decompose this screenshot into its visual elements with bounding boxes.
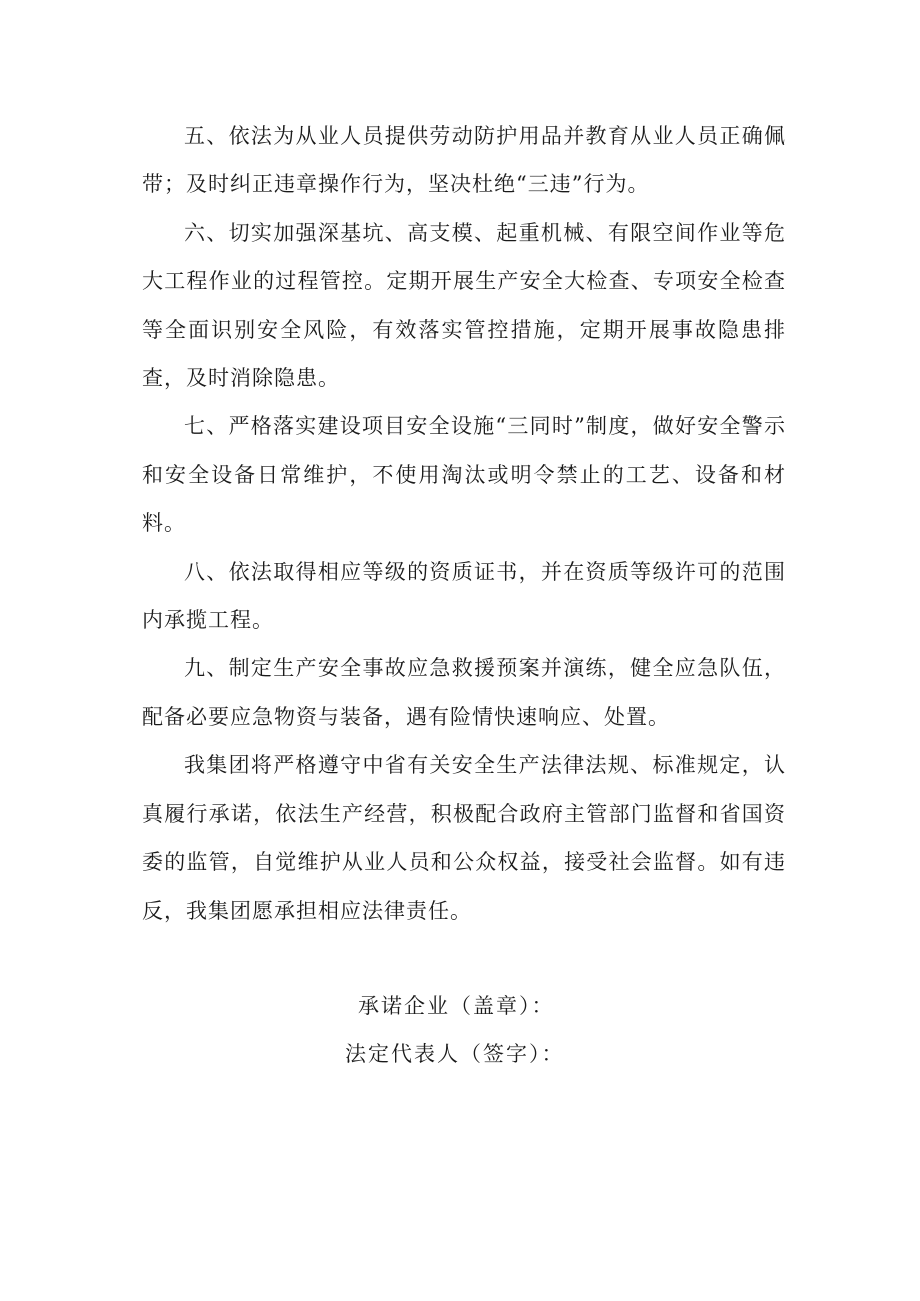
company-seal-label: 承诺企业（盖章）： xyxy=(358,994,555,1018)
commitment-body xyxy=(142,112,786,935)
closing-statement: 我集团将严格遵守中省有关安全生产法律法规、标准规定，认真履行承诺，依法生产经营，积极配合政府主管部门监督和省国资委的监管，自觉维护从业人员和公众权益，接受社会监督。如有违反，我集团愿承担相应法律责任。 xyxy=(142,753,786,923)
signature-block xyxy=(0,982,920,1078)
paragraph-item-9: 九、制定生产安全事故应急救援预案并演练，健全应急队伍，配备必要应急物资与装备，遇有险情快速响应、处置。 xyxy=(142,656,786,729)
paragraph-item-6: 六、切实加强深基坑、高支模、起重机械、有限空间作业等危大工程作业的过程管控。定期开展生产安全大检查、专项安全检查等全面识别安全风险，有效落实管控措施，定期开展事故隐患排查，及时消除隐患。 xyxy=(142,220,786,391)
paragraph-item-5: 五、依法为从业人员提供劳动防护用品并教育从业人员正确佩带；及时纠正违章操作行为，坚决杜绝“三违”行为。 xyxy=(142,124,786,197)
paragraph-item-7: 七、严格落实建设项目安全设施“三同时”制度，做好安全警示和安全设备日常维护，不使用淘汰或明令禁止的工艺、设备和材料。 xyxy=(142,414,786,536)
legal-representative-label: 法定代表人（签字）： xyxy=(345,1042,565,1066)
paragraph-item-8: 八、依法取得相应等级的资质证书，并在资质等级许可的范围内承揽工程。 xyxy=(142,559,786,633)
